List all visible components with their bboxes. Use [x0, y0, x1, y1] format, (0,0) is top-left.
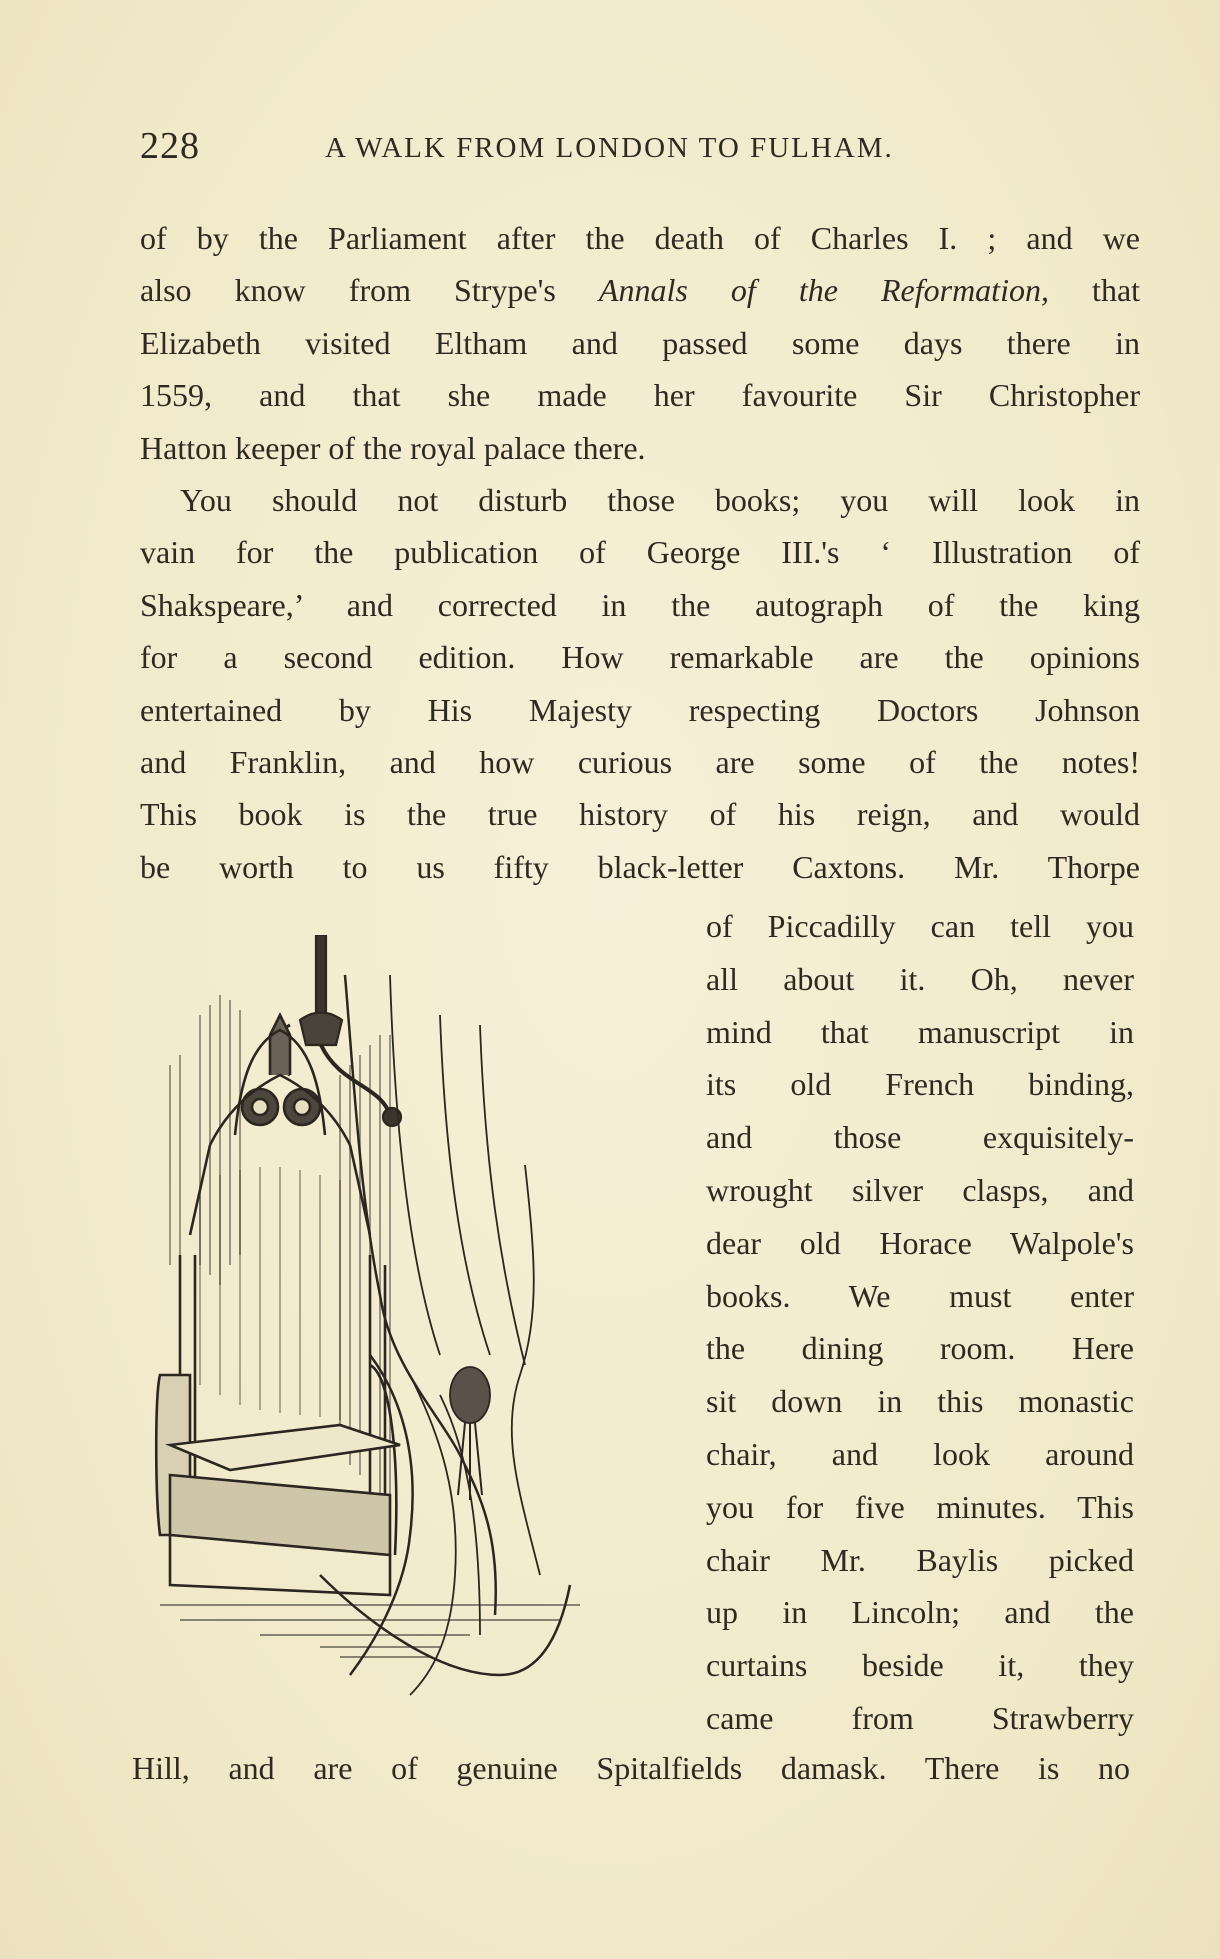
- paragraph-1: [140, 212, 1140, 474]
- text-line: Hatton keeper of the royal palace there.: [140, 429, 646, 466]
- text-line: sit down in this monastic: [706, 1383, 1134, 1420]
- running-title: A WALK FROM LONDON TO FULHAM.: [325, 132, 894, 164]
- text-line: all about it. Oh, never: [706, 960, 1134, 997]
- text-line: of by the Parliament after the death of Charles I. ; and we: [140, 220, 1140, 256]
- text-line: and Franklin, and how curious are some of the notes!: [140, 743, 1140, 780]
- text-line: also know from Strype's Annals of the Reformation, that: [140, 272, 1141, 309]
- chair-engraving-icon: [140, 935, 680, 1715]
- text-line: chair, and look around: [706, 1435, 1134, 1472]
- text-line: books. We must enter: [706, 1277, 1134, 1314]
- text-line: vain for the publication of George III.'s ‘ Illustration of: [140, 534, 1140, 571]
- page-header: [140, 124, 1140, 174]
- text-line: mind that manuscript in: [706, 1013, 1134, 1050]
- text-line: curtains beside it, they: [706, 1647, 1134, 1684]
- text-line: This book is the true history of his reign, and would: [140, 796, 1140, 833]
- text-line: up in Lincoln; and the: [706, 1594, 1134, 1631]
- text-line: the dining room. Here: [706, 1330, 1134, 1367]
- text-line: for a second edition. How remarkable are the opinions: [140, 639, 1140, 676]
- text-line: you for five minutes. This: [706, 1488, 1134, 1525]
- text-line: and those exquisitely-: [706, 1119, 1134, 1156]
- text-line: 1559, and that she made her favourite Sir Christopher: [140, 377, 1140, 414]
- text-line: Shakspeare,’ and corrected in the autograph of the king: [140, 586, 1140, 623]
- text-line: chair Mr. Baylis picked: [706, 1541, 1134, 1578]
- text-line: came from Strawberry: [706, 1699, 1134, 1736]
- text-line: be worth to us fifty black-letter Caxtons. Mr. Thorpe: [140, 848, 1140, 885]
- italic-book-title: Annals of the Reformation,: [598, 272, 1049, 309]
- text-line: its old French binding,: [706, 1066, 1134, 1103]
- wrapped-text: [706, 900, 1134, 1745]
- text-line: dear old Horace Walpole's: [706, 1224, 1134, 1261]
- text-line: Elizabeth visited Eltham and passed some days there in: [140, 324, 1140, 361]
- paragraph-2: [140, 474, 1140, 893]
- text-line: entertained by His Majesty respecting Doctors Johnson: [140, 691, 1140, 728]
- text-line: Hill, and are of genuine Spitalfields damask. There is no: [132, 1750, 1130, 1786]
- text-line: wrought silver clasps, and: [706, 1171, 1134, 1208]
- page-number: 228: [140, 125, 200, 167]
- text-line: of Piccadilly can tell you: [706, 908, 1134, 944]
- text-line: You should not disturb those books; you will look in: [180, 482, 1140, 518]
